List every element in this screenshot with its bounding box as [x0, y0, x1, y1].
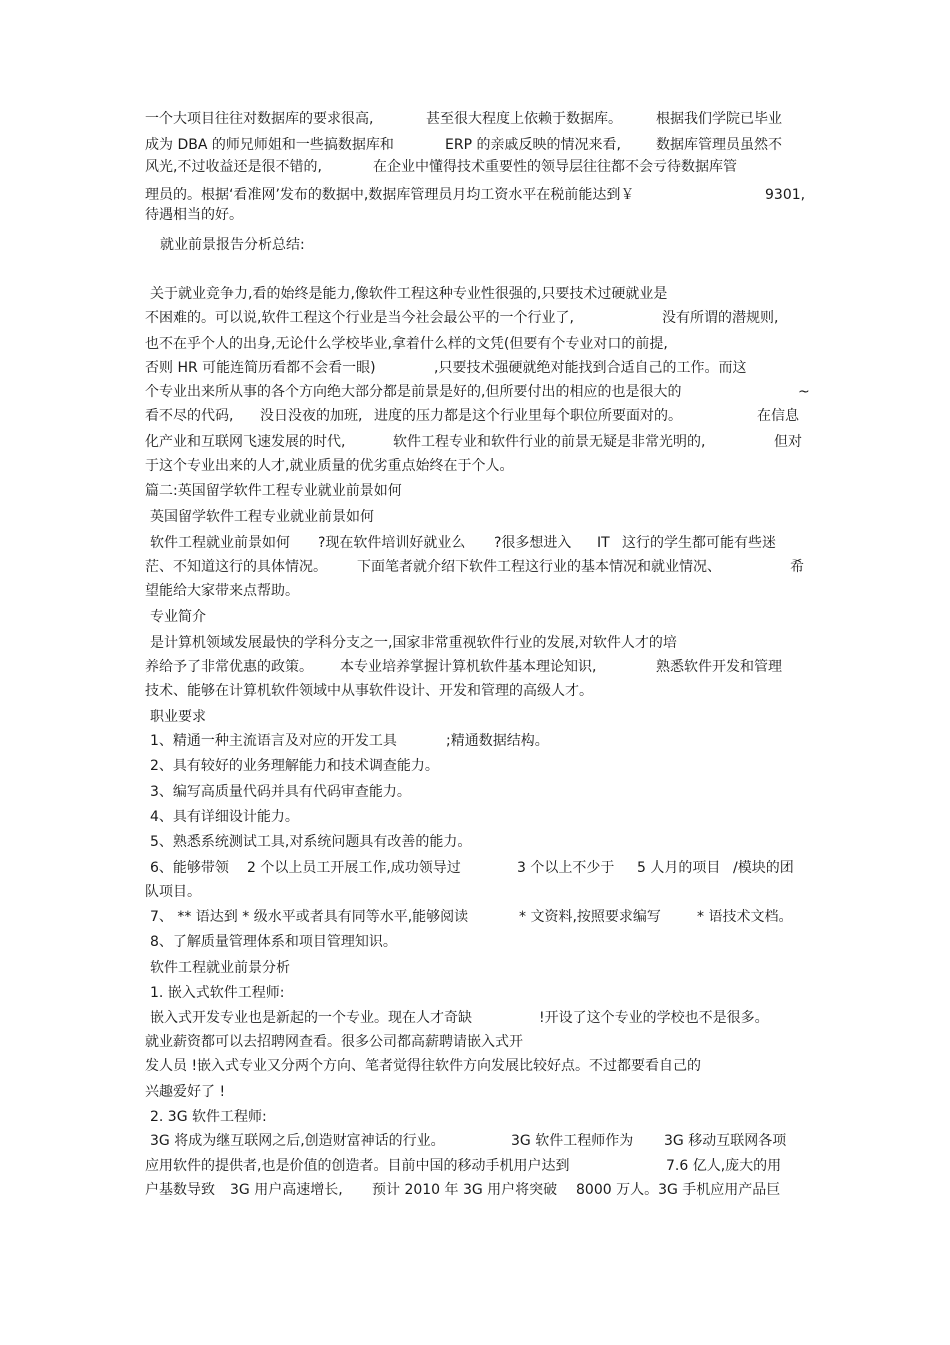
- text-segment: 嵌入式开发专业也是新起的一个专业。现在人才奇缺: [150, 1010, 472, 1026]
- text-segment: 不困难的。可以说,软件工程这个行业是当今社会最公平的一个行业了,: [145, 310, 574, 326]
- text-segment: ERP 的亲戚反映的情况来看,: [445, 137, 621, 153]
- text-segment: /模块的团: [733, 860, 794, 876]
- text-segment: ;精通数据结构。: [446, 733, 549, 749]
- text-segment: 个专业出来所从事的各个方向绝大部分都是前景是好的,但所要付出的相应的也是很大的: [145, 384, 682, 400]
- text-segment: 甚至很大程度上依赖于数据库。: [426, 111, 622, 127]
- text-segment: * 语技术文档。: [697, 909, 793, 925]
- text-segment: ?现在软件培训好就业么: [318, 535, 466, 551]
- text-segment: 队项目。: [145, 884, 201, 900]
- text-segment: 篇二:英国留学软件工程专业就业前景如何: [145, 483, 402, 499]
- text-segment: 但对: [774, 434, 802, 450]
- text-segment: 数据库管理员虽然不: [656, 137, 782, 153]
- text-segment: 理员的。根据‘看准网’发布的数据中,数据库管理员月均工资水平在税前能达到￥: [145, 187, 635, 203]
- text-segment: 8、了解质量管理体系和项目管理知识。: [150, 934, 397, 950]
- text-segment: 茫、不知道这行的具体情况。: [145, 559, 327, 575]
- text-segment: 7.6 亿人,庞大的用: [666, 1158, 782, 1174]
- text-segment: 没日没夜的加班,: [260, 408, 363, 424]
- text-segment: 专业简介: [150, 609, 206, 625]
- text-segment: 待遇相当的好。: [145, 207, 243, 223]
- text-segment: 7、 ** 语达到 * 级水平或者具有同等水平,能够阅读: [150, 909, 469, 925]
- text-segment: !开设了这个专业的学校也不是很多。: [539, 1010, 769, 1026]
- text-segment: 关于就业竞争力,看的始终是能力,像软件工程这种专业性很强的,只要技术过硬就业是: [150, 286, 668, 302]
- text-segment: ~: [798, 384, 810, 400]
- text-segment: 养给予了非常优惠的政策。: [145, 659, 313, 675]
- text-segment: 1. 嵌入式软件工程师:: [150, 985, 285, 1001]
- text-segment: 2 个以上员工开展工作,成功领导过: [247, 860, 461, 876]
- text-segment: 2、具有较好的业务理解能力和技术调查能力。: [150, 758, 439, 774]
- text-segment: 否则 HR 可能连简历看都不会看一眼): [145, 360, 376, 376]
- text-segment: 一个大项目往往对数据库的要求很高,: [145, 111, 374, 127]
- text-segment: 软件工程就业前景如何: [150, 535, 290, 551]
- text-segment: 根据我们学院已毕业: [656, 111, 782, 127]
- text-segment: 软件工程专业和软件行业的前景无疑是非常光明的,: [393, 434, 706, 450]
- text-segment: 本专业培养掌握计算机软件基本理论知识,: [340, 659, 597, 675]
- text-segment: 3G 软件工程师作为: [511, 1133, 634, 1149]
- text-segment: 也不在乎个人的出身,无论什么学校毕业,拿着什么样的文凭(但要有个专业对口的前提,: [145, 336, 668, 352]
- text-segment: * 文资料,按照要求编写: [519, 909, 661, 925]
- text-segment: 发人员 !嵌入式专业又分两个方向、笔者觉得往软件方向发展比较好点。不过都要看自己的: [145, 1058, 702, 1074]
- text-segment: 下面笔者就介绍下软件工程这行业的基本情况和就业情况、: [357, 559, 721, 575]
- text-segment: 就业薪资都可以去招聘网查看。很多公司都高薪聘请嵌入式开: [145, 1034, 523, 1050]
- text-segment: 看不尽的代码,: [145, 408, 234, 424]
- text-segment: ,只要技术强硬就绝对能找到合适自己的工作。而这: [434, 360, 747, 376]
- text-segment: 职业要求: [150, 709, 206, 725]
- text-segment: 望能给大家带来点帮助。: [145, 583, 299, 599]
- text-segment: 3 个以上不少于: [517, 860, 615, 876]
- text-segment: 应用软件的提供者,也是价值的创造者。目前中国的移动手机用户达到: [145, 1158, 570, 1174]
- text-segment: ?很多想进入: [494, 535, 572, 551]
- text-segment: 6、能够带领: [150, 860, 229, 876]
- text-segment: 2. 3G 软件工程师:: [150, 1109, 267, 1125]
- text-segment: 户基数导致: [145, 1182, 215, 1198]
- text-segment: 软件工程就业前景分析: [150, 960, 290, 976]
- text-segment: IT: [597, 535, 610, 551]
- text-segment: 3G 将成为继互联网之后,创造财富神话的行业。: [150, 1133, 445, 1149]
- text-segment: 3、编写高质量代码并具有代码审查能力。: [150, 784, 411, 800]
- text-segment: 5、熟悉系统测试工具,对系统问题具有改善的能力。: [150, 834, 472, 850]
- text-segment: 英国留学软件工程专业就业前景如何: [150, 509, 374, 525]
- text-segment: 3G 移动互联网各项: [664, 1133, 787, 1149]
- text-segment: 化产业和互联网飞速发展的时代,: [145, 434, 346, 450]
- text-segment: 熟悉软件开发和管理: [656, 659, 782, 675]
- text-segment: 预计 2010 年 3G 用户将突破: [372, 1182, 558, 1198]
- text-segment: 8000 万人。3G 手机应用产品巨: [576, 1182, 781, 1198]
- text-segment: 没有所谓的潜规则,: [662, 310, 779, 326]
- text-segment: 兴趣爱好了 !: [145, 1084, 226, 1100]
- text-segment: 1、精通一种主流语言及对应的开发工具: [150, 733, 397, 749]
- text-segment: 成为 DBA 的师兄师姐和一些搞数据库和: [145, 137, 394, 153]
- text-segment: 就业前景报告分析总结:: [160, 237, 305, 253]
- text-segment: 在信息: [757, 408, 799, 424]
- text-segment: 5 人月的项目: [637, 860, 721, 876]
- text-segment: 技术、能够在计算机软件领域中从事软件设计、开发和管理的高级人才。: [145, 683, 593, 699]
- text-segment: 是计算机领域发展最快的学科分支之一,国家非常重视软件行业的发展,对软件人才的培: [150, 635, 677, 651]
- text-segment: 风光,不过收益还是很不错的,: [145, 159, 322, 175]
- text-segment: 于这个专业出来的人才,就业质量的优劣重点始终在于个人。: [145, 458, 514, 474]
- text-segment: 进度的压力都是这个行业里每个职位所要面对的。: [374, 408, 682, 424]
- text-segment: 4、具有详细设计能力。: [150, 809, 299, 825]
- text-segment: 这行的学生都可能有些迷: [622, 535, 776, 551]
- text-segment: 3G 用户高速增长,: [230, 1182, 343, 1198]
- text-segment: 9301,: [765, 187, 806, 203]
- text-segment: 在企业中懂得技术重要性的领导层往往都不会亏待数据库管: [373, 159, 737, 175]
- text-segment: 希: [790, 559, 804, 575]
